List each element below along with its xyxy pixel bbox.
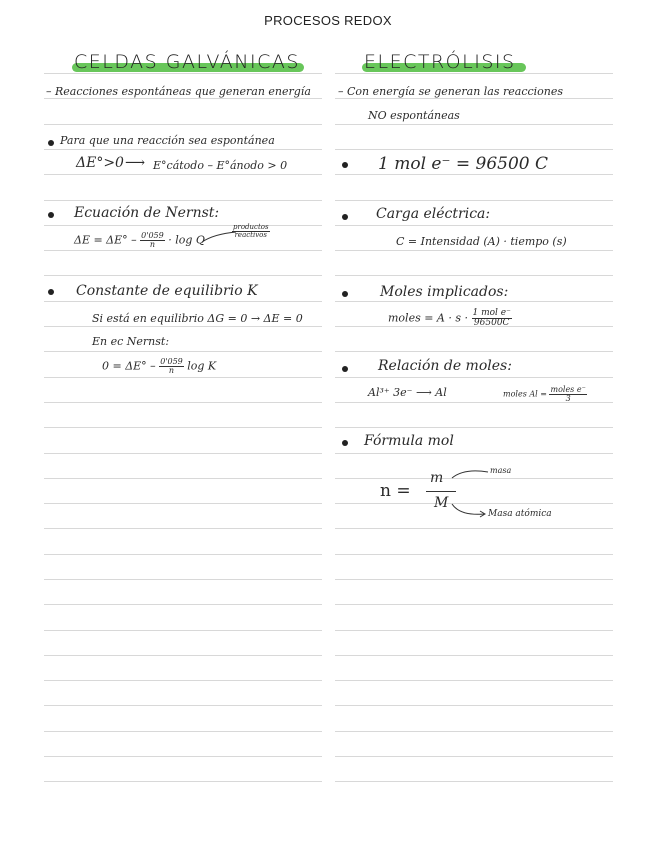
ruled-line [335, 427, 613, 428]
left-b3-formula [102, 358, 216, 375]
ruled-line [335, 630, 613, 631]
ruled-line [335, 705, 613, 706]
moles-frac-num: 1 mol e⁻ [472, 308, 511, 318]
ruled-line [335, 250, 613, 251]
ruled-line [335, 200, 613, 201]
formula-n-lhs: n = [380, 481, 411, 501]
ruled-line [335, 98, 613, 99]
ruled-line [335, 781, 613, 782]
right-b4-formula [503, 386, 587, 403]
q-denominator: reactivos [234, 231, 267, 239]
ruled-line [44, 756, 322, 757]
left-b2-formula [74, 232, 205, 249]
k-logk: log K [187, 359, 217, 373]
nernst-frac-num: 0'059 [141, 231, 164, 240]
ruled-line [44, 301, 322, 302]
ruled-line [44, 326, 322, 327]
ruled-line [44, 655, 322, 656]
bullet-dot [342, 366, 348, 372]
left-b1-formula-a: ΔE°>0 [76, 155, 124, 171]
k-frac-den: n [168, 366, 175, 375]
ruled-line [335, 655, 613, 656]
moles-lhs: moles = A · s · [388, 311, 469, 325]
note-masa: masa [490, 466, 512, 475]
ruled-line [44, 200, 322, 201]
ruled-line [44, 174, 322, 175]
ruled-line [335, 554, 613, 555]
nernst-frac-den: n [149, 240, 156, 249]
ruled-line [335, 73, 613, 74]
ruled-line [44, 478, 322, 479]
ruled-line [335, 275, 613, 276]
moles-al-frac-num: moles e⁻ [550, 385, 586, 394]
nernst-logq: · log Q [168, 233, 205, 247]
left-b1-arrow: ⟶ [125, 155, 146, 171]
ruled-line [44, 124, 322, 125]
left-b3-line1: Si está en equilibrio ΔG = 0 → ΔE = 0 [92, 312, 303, 325]
right-b4-title: Relación de moles: [378, 358, 512, 374]
k-frac-num: 0'059 [160, 357, 183, 366]
right-intro-line2: NO espontáneas [368, 109, 460, 122]
left-b2-title: Ecuación de Nernst: [74, 205, 220, 221]
left-b3-title: Constante de equilibrio K [76, 283, 258, 299]
ruled-line [44, 250, 322, 251]
ruled-line [44, 377, 322, 378]
moles-frac-den: 96500C [473, 318, 510, 328]
right-b2-title: Carga eléctrica: [376, 206, 491, 222]
ruled-line [335, 377, 613, 378]
ruled-line [335, 579, 613, 580]
ruled-line [44, 225, 322, 226]
heading-celdas-galvanicas: CELDAS GALVÁNICAS [74, 51, 300, 73]
ruled-line [44, 453, 322, 454]
ruled-line [44, 402, 322, 403]
ruled-line [44, 149, 322, 150]
ruled-line [335, 225, 613, 226]
moles-fraction [472, 309, 512, 328]
ruled-line [44, 427, 322, 428]
ruled-line [335, 351, 613, 352]
right-b3-formula [388, 309, 512, 328]
ruled-line [335, 301, 613, 302]
bullet-dot [342, 440, 348, 446]
ruled-line [335, 124, 613, 125]
bullet-dot [48, 289, 54, 295]
bullet-dot [342, 162, 348, 168]
mass-pointer-lines [448, 464, 492, 524]
k-lhs: 0 = ΔE° – [102, 359, 156, 373]
note-masa-atomica: Masa atómica [488, 509, 552, 519]
ruled-line [335, 149, 613, 150]
heading-electrolisis: ELECTRÓLISIS [364, 51, 516, 73]
nernst-lhs: ΔE = ΔE° – [74, 233, 137, 247]
ruled-line [44, 731, 322, 732]
right-b4-reaction: Al³⁺ 3e⁻ ⟶ Al [368, 386, 447, 399]
right-b3-title: Moles implicados: [380, 284, 509, 300]
bullet-dot [48, 212, 54, 218]
left-b3-line2: En ec Nernst: [92, 335, 170, 348]
left-b1-formula-b: E°cátodo – E°ánodo > 0 [153, 159, 288, 172]
ruled-line [44, 579, 322, 580]
ruled-line [335, 174, 613, 175]
ruled-line [335, 604, 613, 605]
ruled-line [44, 503, 322, 504]
nernst-fraction [140, 232, 165, 249]
ruled-line [335, 453, 613, 454]
ruled-line [44, 275, 322, 276]
ruled-line [44, 604, 322, 605]
left-intro-line: – Reacciones espontáneas que generan energía [46, 85, 311, 98]
moles-al-lhs: moles Al = [503, 389, 547, 399]
ruled-line [44, 98, 322, 99]
right-intro-line1: – Con energía se generan las reacciones [338, 85, 564, 98]
right-b2-formula: C = Intensidad (A) · tiempo (s) [396, 235, 567, 248]
ruled-line [335, 731, 613, 732]
q-quotient [232, 224, 270, 239]
moles-al-frac-den: 3 [565, 394, 571, 403]
formula-m-numerator: m [430, 470, 444, 486]
q-numerator: productos [233, 223, 269, 231]
ruled-line [335, 528, 613, 529]
right-b1: 1 mol e⁻ = 96500 C [378, 154, 548, 174]
formula-M-denominator: M [434, 495, 449, 511]
ruled-line [44, 554, 322, 555]
ruled-line [335, 680, 613, 681]
ruled-line [44, 680, 322, 681]
ruled-line [44, 73, 322, 74]
k-fraction [159, 358, 184, 375]
left-b1-text: Para que una reacción sea espontánea [60, 134, 275, 147]
ruled-line [44, 528, 322, 529]
bullet-dot [342, 291, 348, 297]
ruled-line [44, 781, 322, 782]
page-title: PROCESOS REDOX [264, 13, 392, 28]
ruled-line [335, 756, 613, 757]
moles-al-fraction [549, 386, 586, 403]
bullet-dot [48, 140, 54, 146]
right-b5-title: Fórmula mol [364, 433, 454, 449]
ruled-line [44, 705, 322, 706]
bullet-dot [342, 214, 348, 220]
ruled-line [44, 630, 322, 631]
ruled-line [44, 351, 322, 352]
